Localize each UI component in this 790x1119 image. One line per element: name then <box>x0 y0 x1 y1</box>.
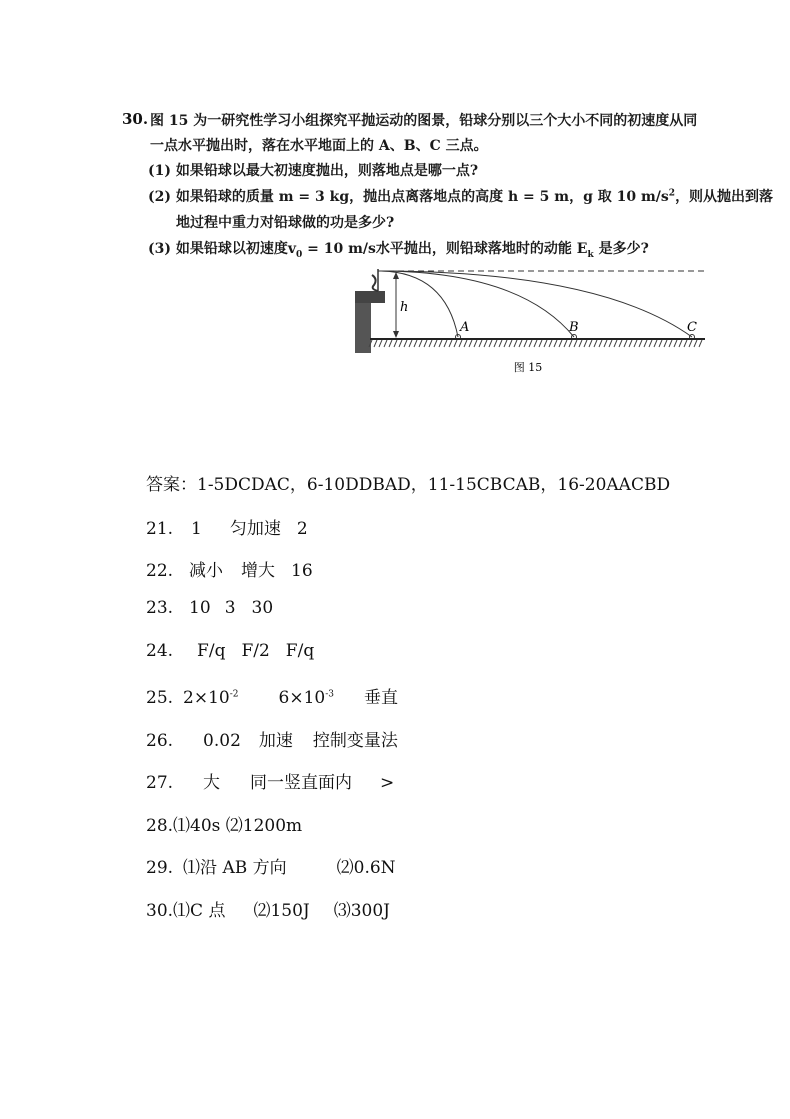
answer-21-a: 1 <box>191 519 202 539</box>
hatch-mark <box>414 340 417 347</box>
hatch-mark <box>419 340 422 347</box>
question-3-text-post: 是多少? <box>593 241 649 257</box>
answer-22-b: 增大 <box>241 561 276 581</box>
answer-27-num: 27. <box>146 773 174 793</box>
hatch-mark <box>409 340 412 347</box>
answer-24-a: F/q <box>197 641 226 661</box>
hatch-mark <box>624 340 627 347</box>
answer-26-b: 加速 <box>258 731 293 751</box>
answer-22 <box>146 556 313 581</box>
answer-23-c: 30 <box>251 598 274 618</box>
answer-21-num: 21. <box>146 519 174 539</box>
hatch-mark <box>514 340 517 347</box>
height-label: h <box>400 300 409 315</box>
answer-23-b: 3 <box>224 598 236 618</box>
launch-platform <box>355 269 385 353</box>
hatch-mark <box>494 340 497 347</box>
answer-25-a: 2×10 <box>183 688 230 708</box>
hatch-mark <box>674 340 677 347</box>
hatch-mark <box>429 340 432 347</box>
hatch-mark <box>644 340 647 347</box>
question-3-sub-2: k <box>587 249 594 260</box>
question-3-sub: 0 <box>296 249 303 260</box>
hatch-mark <box>639 340 642 347</box>
hatch-mark <box>584 340 587 347</box>
hatch-mark <box>554 340 557 347</box>
answer-30-num: 30. <box>146 901 174 921</box>
answer-26-c: 控制变量法 <box>312 731 398 751</box>
hatch-mark <box>664 340 667 347</box>
answer-28: 28.⑴40s ⑵1200m <box>146 816 303 836</box>
answer-26-num: 26. <box>146 731 174 751</box>
hatch-mark <box>669 340 672 347</box>
answer-29-b: ⑵0.6N <box>336 858 396 878</box>
answer-25-num: 25. <box>146 688 174 708</box>
hatch-mark <box>499 340 502 347</box>
question-2-line-2: 地过程中重力对铅球做的功是多少? <box>176 215 395 231</box>
hatch-mark <box>609 340 612 347</box>
hatch-mark <box>504 340 507 347</box>
answer-23 <box>146 598 273 618</box>
hatch-mark <box>534 340 537 347</box>
hatch-mark <box>629 340 632 347</box>
answer-27-c: > <box>380 773 395 793</box>
hatch-mark <box>489 340 492 347</box>
hatch-mark <box>549 340 552 347</box>
answer-26-a: 0.02 <box>203 731 241 751</box>
hatch-mark <box>699 340 702 347</box>
question-1: (1) 如果铅球以最大初速度抛出，则落地点是哪一点? <box>148 163 479 179</box>
answer-25-c: 垂直 <box>364 688 399 708</box>
hatch-mark <box>529 340 532 347</box>
answer-30-c: ⑶300J <box>333 901 390 921</box>
problem-line-1: 图 15 为一研究性学习小组探究平抛运动的图景，铅球分别以三个大小不同的初速度从同 <box>150 113 698 129</box>
hatch-mark <box>404 340 407 347</box>
answer-24-c: F/q <box>285 641 315 661</box>
hatch-mark <box>434 340 437 347</box>
hatch-mark <box>439 340 442 347</box>
hatch-mark <box>569 340 572 347</box>
hatch-mark <box>604 340 607 347</box>
hatch-mark <box>479 340 482 347</box>
hatch-mark <box>694 340 697 347</box>
projectile-figure <box>350 263 710 378</box>
hatch-mark <box>444 340 447 347</box>
hatch-mark <box>679 340 682 347</box>
answer-21-c: 2 <box>296 519 308 539</box>
hatch-mark <box>484 340 487 347</box>
question-2-sup: 2 <box>668 188 676 199</box>
answer-21 <box>146 514 308 539</box>
hatch-mark <box>689 340 692 347</box>
answer-22-a: 减小 <box>189 561 224 581</box>
question-3-text: (3) 如果铅球以初速度v <box>148 241 296 257</box>
answer-30 <box>146 896 390 921</box>
answer-29-num: 29. <box>146 858 174 878</box>
hatch-mark <box>544 340 547 347</box>
hatch-mark <box>634 340 637 347</box>
label-b: B <box>569 320 579 335</box>
hatch-mark <box>374 340 377 347</box>
hatch-mark <box>599 340 602 347</box>
height-arrow <box>393 272 399 338</box>
trajectory-a <box>378 271 458 337</box>
hatch-mark <box>619 340 622 347</box>
answer-23-a: 10 <box>189 598 211 618</box>
hatch-mark <box>564 340 567 347</box>
hatch-mark <box>654 340 657 347</box>
hatch-mark <box>474 340 477 347</box>
hatch-mark <box>389 340 392 347</box>
hatch-mark <box>509 340 512 347</box>
hatch-mark <box>539 340 542 347</box>
hatch-mark <box>399 340 402 347</box>
figure-caption: 图 15 <box>513 361 543 374</box>
hatch-mark <box>579 340 582 347</box>
answer-29 <box>146 853 396 878</box>
answer-29-a: ⑴沿 AB 方向 <box>183 858 287 878</box>
answer-27-b: 同一竖直面内 <box>250 773 353 793</box>
hatch-mark <box>519 340 522 347</box>
hatch-mark <box>394 340 397 347</box>
problem-line-2: 一点水平抛出时，落在水平地面上的 A、B、C 三点。 <box>150 138 488 154</box>
question-3-text-mid: = 10 m/s水平抛出，则铅球落地时的动能 E <box>302 241 588 257</box>
answer-25 <box>146 683 398 708</box>
hatch-mark <box>649 340 652 347</box>
ground-hatching <box>369 340 702 347</box>
answer-27-a: 大 <box>203 773 221 793</box>
answer-22-c: 16 <box>291 561 313 581</box>
answer-26 <box>146 726 398 751</box>
hatch-mark <box>559 340 562 347</box>
question-2-line-1 <box>148 186 773 206</box>
hatch-mark <box>594 340 597 347</box>
hatch-mark <box>424 340 427 347</box>
answer-24-b: F/2 <box>241 641 270 661</box>
answer-25-a-exp: -2 <box>229 689 239 700</box>
answer-24-num: 24. <box>146 641 174 661</box>
question-2-text-post: ，则从抛出到落 <box>675 189 774 205</box>
hatch-mark <box>524 340 527 347</box>
question-3 <box>148 238 649 260</box>
label-a: A <box>460 320 470 335</box>
problem-number: 30. <box>122 110 149 128</box>
hatch-mark <box>614 340 617 347</box>
hatch-mark <box>574 340 577 347</box>
answer-30-b: ⑵150J <box>253 901 310 921</box>
answer-22-num: 22. <box>146 561 174 581</box>
answer-27 <box>146 768 394 793</box>
answer-24 <box>146 641 314 661</box>
hatch-mark <box>659 340 662 347</box>
hatch-mark <box>684 340 687 347</box>
hatch-mark <box>379 340 382 347</box>
answer-25-b-exp: -3 <box>325 689 335 700</box>
hatch-mark <box>469 340 472 347</box>
answer-key-choices: 答案：1-5DCDAC，6-10DDBAD，11-15CBCAB，16-20AACBD <box>146 475 671 495</box>
hatch-mark <box>454 340 457 347</box>
label-c: C <box>687 320 697 335</box>
hatch-mark <box>459 340 462 347</box>
answer-21-b: 匀加速 <box>229 519 281 539</box>
hatch-mark <box>464 340 467 347</box>
answer-23-num: 23. <box>146 598 174 618</box>
answer-25-b: 6×10 <box>278 688 326 708</box>
hatch-mark <box>449 340 452 347</box>
hatch-mark <box>384 340 387 347</box>
hatch-mark <box>589 340 592 347</box>
answer-30-a: ⑴C 点 <box>173 901 226 921</box>
question-2-text: (2) 如果铅球的质量 m = 3 kg，抛出点离落地点的高度 h = 5 m，g 取 10 m/s <box>148 189 669 205</box>
